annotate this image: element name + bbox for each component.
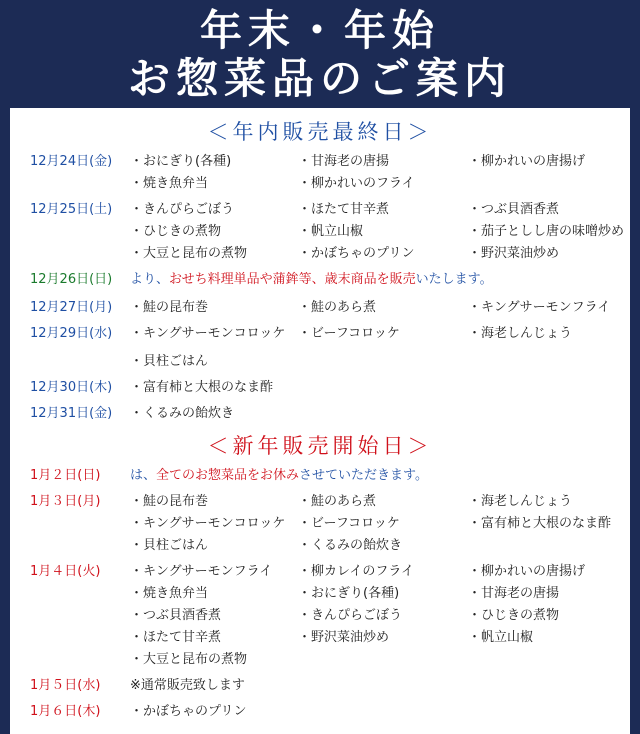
menu-item: ・甘海老の唐揚: [298, 154, 390, 169]
schedule-row: [10, 604, 630, 626]
menu-item: ・茄子としし唐の味噌炒め: [468, 224, 625, 239]
date-label: 1月４日(火): [30, 564, 101, 579]
notice-highlight: 全てのお惣菜品をお休み: [156, 468, 300, 483]
schedule-row: [10, 582, 630, 604]
menu-item: ・きんぴらごぼう: [298, 608, 403, 623]
menu-item: ・海老しんじょう: [468, 494, 573, 509]
schedule-row: [10, 198, 630, 220]
date-label: 1月２日(日): [30, 468, 101, 483]
menu-item: ・くるみの飴炊き: [298, 538, 403, 553]
schedule-row: [10, 150, 630, 172]
date-label: 12月26日(日): [30, 272, 113, 287]
date-label: 12月24日(金): [30, 154, 113, 169]
menu-item: ・くるみの飴炊き: [130, 406, 235, 421]
menu-item: ・キングサーモンコロッケ: [130, 516, 286, 531]
schedule-row: [10, 172, 630, 194]
menu-item: ・貝柱ごはん: [130, 354, 209, 369]
schedule-row: [10, 648, 630, 670]
menu-item: ・富有柿と大根のなま酢: [468, 516, 612, 531]
schedule-row: [10, 268, 630, 290]
menu-item: ・かぼちゃのプリン: [298, 246, 415, 261]
schedule-row: [10, 674, 630, 696]
notice-text: ※通常販売致します: [130, 678, 245, 693]
menu-item: ・柳かれいの唐揚げ: [468, 154, 586, 169]
menu-item: ・焼き魚弁当: [130, 176, 209, 191]
menu-item: ・柳カレイのフライ: [298, 564, 414, 579]
menu-item: ・おにぎり(各種): [298, 586, 400, 601]
menu-item: ・ひじきの煮物: [130, 224, 222, 239]
menu-item: ・海老しんじょう: [468, 326, 573, 341]
menu-item: ・貝柱ごはん: [130, 538, 209, 553]
menu-item: ・かぼちゃのプリン: [130, 704, 247, 719]
notice-text: [130, 464, 428, 483]
menu-item: ・帆立山椒: [468, 630, 534, 645]
schedule-row: [10, 322, 630, 344]
schedule-row: [10, 242, 630, 264]
date-label: 12月25日(土): [30, 202, 113, 217]
content-panel: [10, 108, 630, 734]
year-end-section-title: ＜年内販売最終日＞: [207, 120, 433, 144]
schedule-row: [10, 296, 630, 318]
menu-item: ・きんぴらごぼう: [130, 202, 235, 217]
menu-item: ・鮭の昆布巻: [130, 494, 209, 509]
schedule-row: [10, 560, 630, 582]
menu-item: ・大豆と昆布の煮物: [130, 652, 248, 667]
schedule-row: [10, 376, 630, 398]
page-title-line2: お惣菜品のご案内: [127, 54, 512, 103]
schedule-row: [10, 350, 630, 372]
schedule-row: [10, 490, 630, 512]
schedule-row: [10, 626, 630, 648]
menu-item: ・ほたて甘辛煮: [298, 202, 390, 217]
date-label: 12月31日(金): [30, 406, 113, 421]
menu-item: ・焼き魚弁当: [130, 586, 209, 601]
schedule-row: [10, 464, 630, 486]
date-label: 12月29日(水): [30, 326, 113, 341]
menu-item: ・ひじきの煮物: [468, 608, 560, 623]
menu-item: ・おにぎり(各種): [130, 154, 232, 169]
menu-item: ・つぶ貝酒香煮: [468, 202, 560, 217]
date-label: 12月27日(月): [30, 300, 113, 315]
notice-highlight: おせち料理単品や蒲鉾等、歳末商品を販売: [169, 272, 416, 287]
menu-item: ・鮭のあら煮: [298, 300, 377, 315]
menu-item: ・キングサーモンフライ: [130, 564, 273, 579]
menu-item: ・鮭のあら煮: [298, 494, 377, 509]
schedule-row: [10, 534, 630, 556]
menu-item: ・柳かれいの唐揚げ: [468, 564, 586, 579]
notice-suffix: させていただきます。: [299, 468, 428, 483]
menu-item: ・柳かれいのフライ: [298, 176, 415, 191]
menu-item: ・キングサーモンフライ: [468, 300, 611, 315]
page-title-line1: 年末・年始: [199, 6, 440, 55]
menu-item: ・ほたて甘辛煮: [130, 630, 222, 645]
menu-item: ・ビーフコロッケ: [298, 516, 400, 531]
menu-item: ・ビーフコロッケ: [298, 326, 400, 341]
menu-item: ・甘海老の唐揚: [468, 586, 560, 601]
date-label: 1月６日(木): [30, 704, 101, 719]
schedule-row: [10, 700, 630, 722]
menu-item: ・大豆と昆布の煮物: [130, 246, 248, 261]
schedule-row: [10, 220, 630, 242]
menu-item: ・キングサーモンコロッケ: [130, 326, 286, 341]
schedule-row: [10, 512, 630, 534]
menu-item: ・つぶ貝酒香煮: [130, 608, 222, 623]
menu-item: ・野沢菜油炒め: [298, 630, 390, 645]
menu-item: ・鮭の昆布巻: [130, 300, 209, 315]
notice-text: [130, 268, 493, 287]
notice-prefix: は、: [130, 468, 157, 483]
notice-suffix: いたします。: [415, 272, 493, 287]
notice-prefix: より、: [130, 272, 170, 287]
date-label: 1月５日(水): [30, 678, 101, 693]
menu-item: ・富有柿と大根のなま酢: [130, 380, 274, 395]
date-label: 12月30日(木): [30, 380, 113, 395]
menu-item: ・帆立山椒: [298, 224, 364, 239]
new-year-section-title: ＜新年販売開始日＞: [207, 434, 433, 458]
schedule-row: [10, 402, 630, 424]
date-label: 1月３日(月): [30, 494, 101, 509]
menu-item: ・野沢菜油炒め: [468, 246, 560, 261]
